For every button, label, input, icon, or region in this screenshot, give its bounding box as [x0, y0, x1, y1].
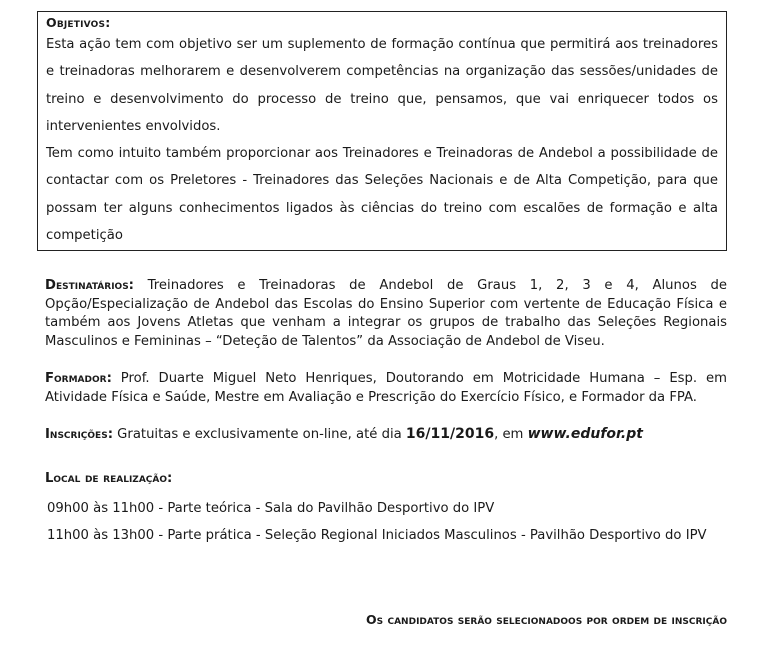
- local-item-1: 09h00 às 11h00 - Parte teórica - Sala do Pavilhão Desportivo do IPV: [47, 501, 495, 516]
- objetivos-paragraph-1: Esta ação tem com objetivo ser um suplemento de formação contínua que permitirá aos treinadores e treinadoras melhorarem e desenvolverem competências na organização das sessões/unidades de treino e desenvolvimento do processo de treino que, pensamos, que vai enriquecer todos os intervenientes envolvidos.: [46, 37, 718, 134]
- local-item-2: 11h00 às 13h00 - Parte prática - Seleção Regional Iniciados Masculinos - Pavilhão Desportivo do IPV: [47, 528, 707, 543]
- inscricoes-label: Inscrições:: [45, 427, 113, 442]
- formador-text: Prof. Duarte Miguel Neto Henriques, Doutorando em Motricidade Humana – Esp. em Atividade Física e Saúde, Mestre em Avaliação e Prescrição do Exercício Físico, e Formador da FPA.: [45, 371, 727, 405]
- edufor-link[interactable]: www.edufor.pt: [527, 426, 643, 442]
- inscricoes-sep: , em: [494, 427, 524, 442]
- destinatarios-label: Destinatários:: [45, 278, 134, 293]
- inscricoes-section: [45, 425, 727, 445]
- inscricoes-date: 16/11/2016: [405, 426, 495, 442]
- objetivos-heading: Objetivos:: [46, 15, 111, 30]
- footer-note: Os candidatos serão selecionadoos por ordem de inscrição: [366, 612, 727, 627]
- objetivos-paragraph-2: Tem como intuito também proporcionar aos Treinadores e Treinadoras de Andebol a possibilidade de contactar com os Preletores - Treinadores das Seleções Nacionais e de Alta Competição, para que possam ter alguns conhecimentos ligados às ciências do treino com escalões de formação e alta competição: [46, 146, 718, 244]
- local-label: Local de realização:: [45, 471, 173, 486]
- destinatarios-text: Treinadores e Treinadoras de Andebol de Graus 1, 2, 3 e 4, Alunos de Opção/Especialização de Andebol das Escolas do Ensino Superior com vertente de Educação Física e também aos Jovens Atletas que venham a integrar os grupos de trabalho das Seleções Regionais Masculinos e Femininas – “Deteção de Talentos” da Associação de Andebol de Viseu.: [45, 278, 727, 349]
- formador-label: Formador:: [45, 371, 112, 386]
- local-section: [45, 470, 727, 489]
- objetivos-box: [37, 11, 727, 251]
- destinatarios-section: [45, 277, 727, 351]
- inscricoes-text: Gratuitas e exclusivamente on-line, até dia: [117, 427, 402, 442]
- formador-section: [45, 370, 727, 407]
